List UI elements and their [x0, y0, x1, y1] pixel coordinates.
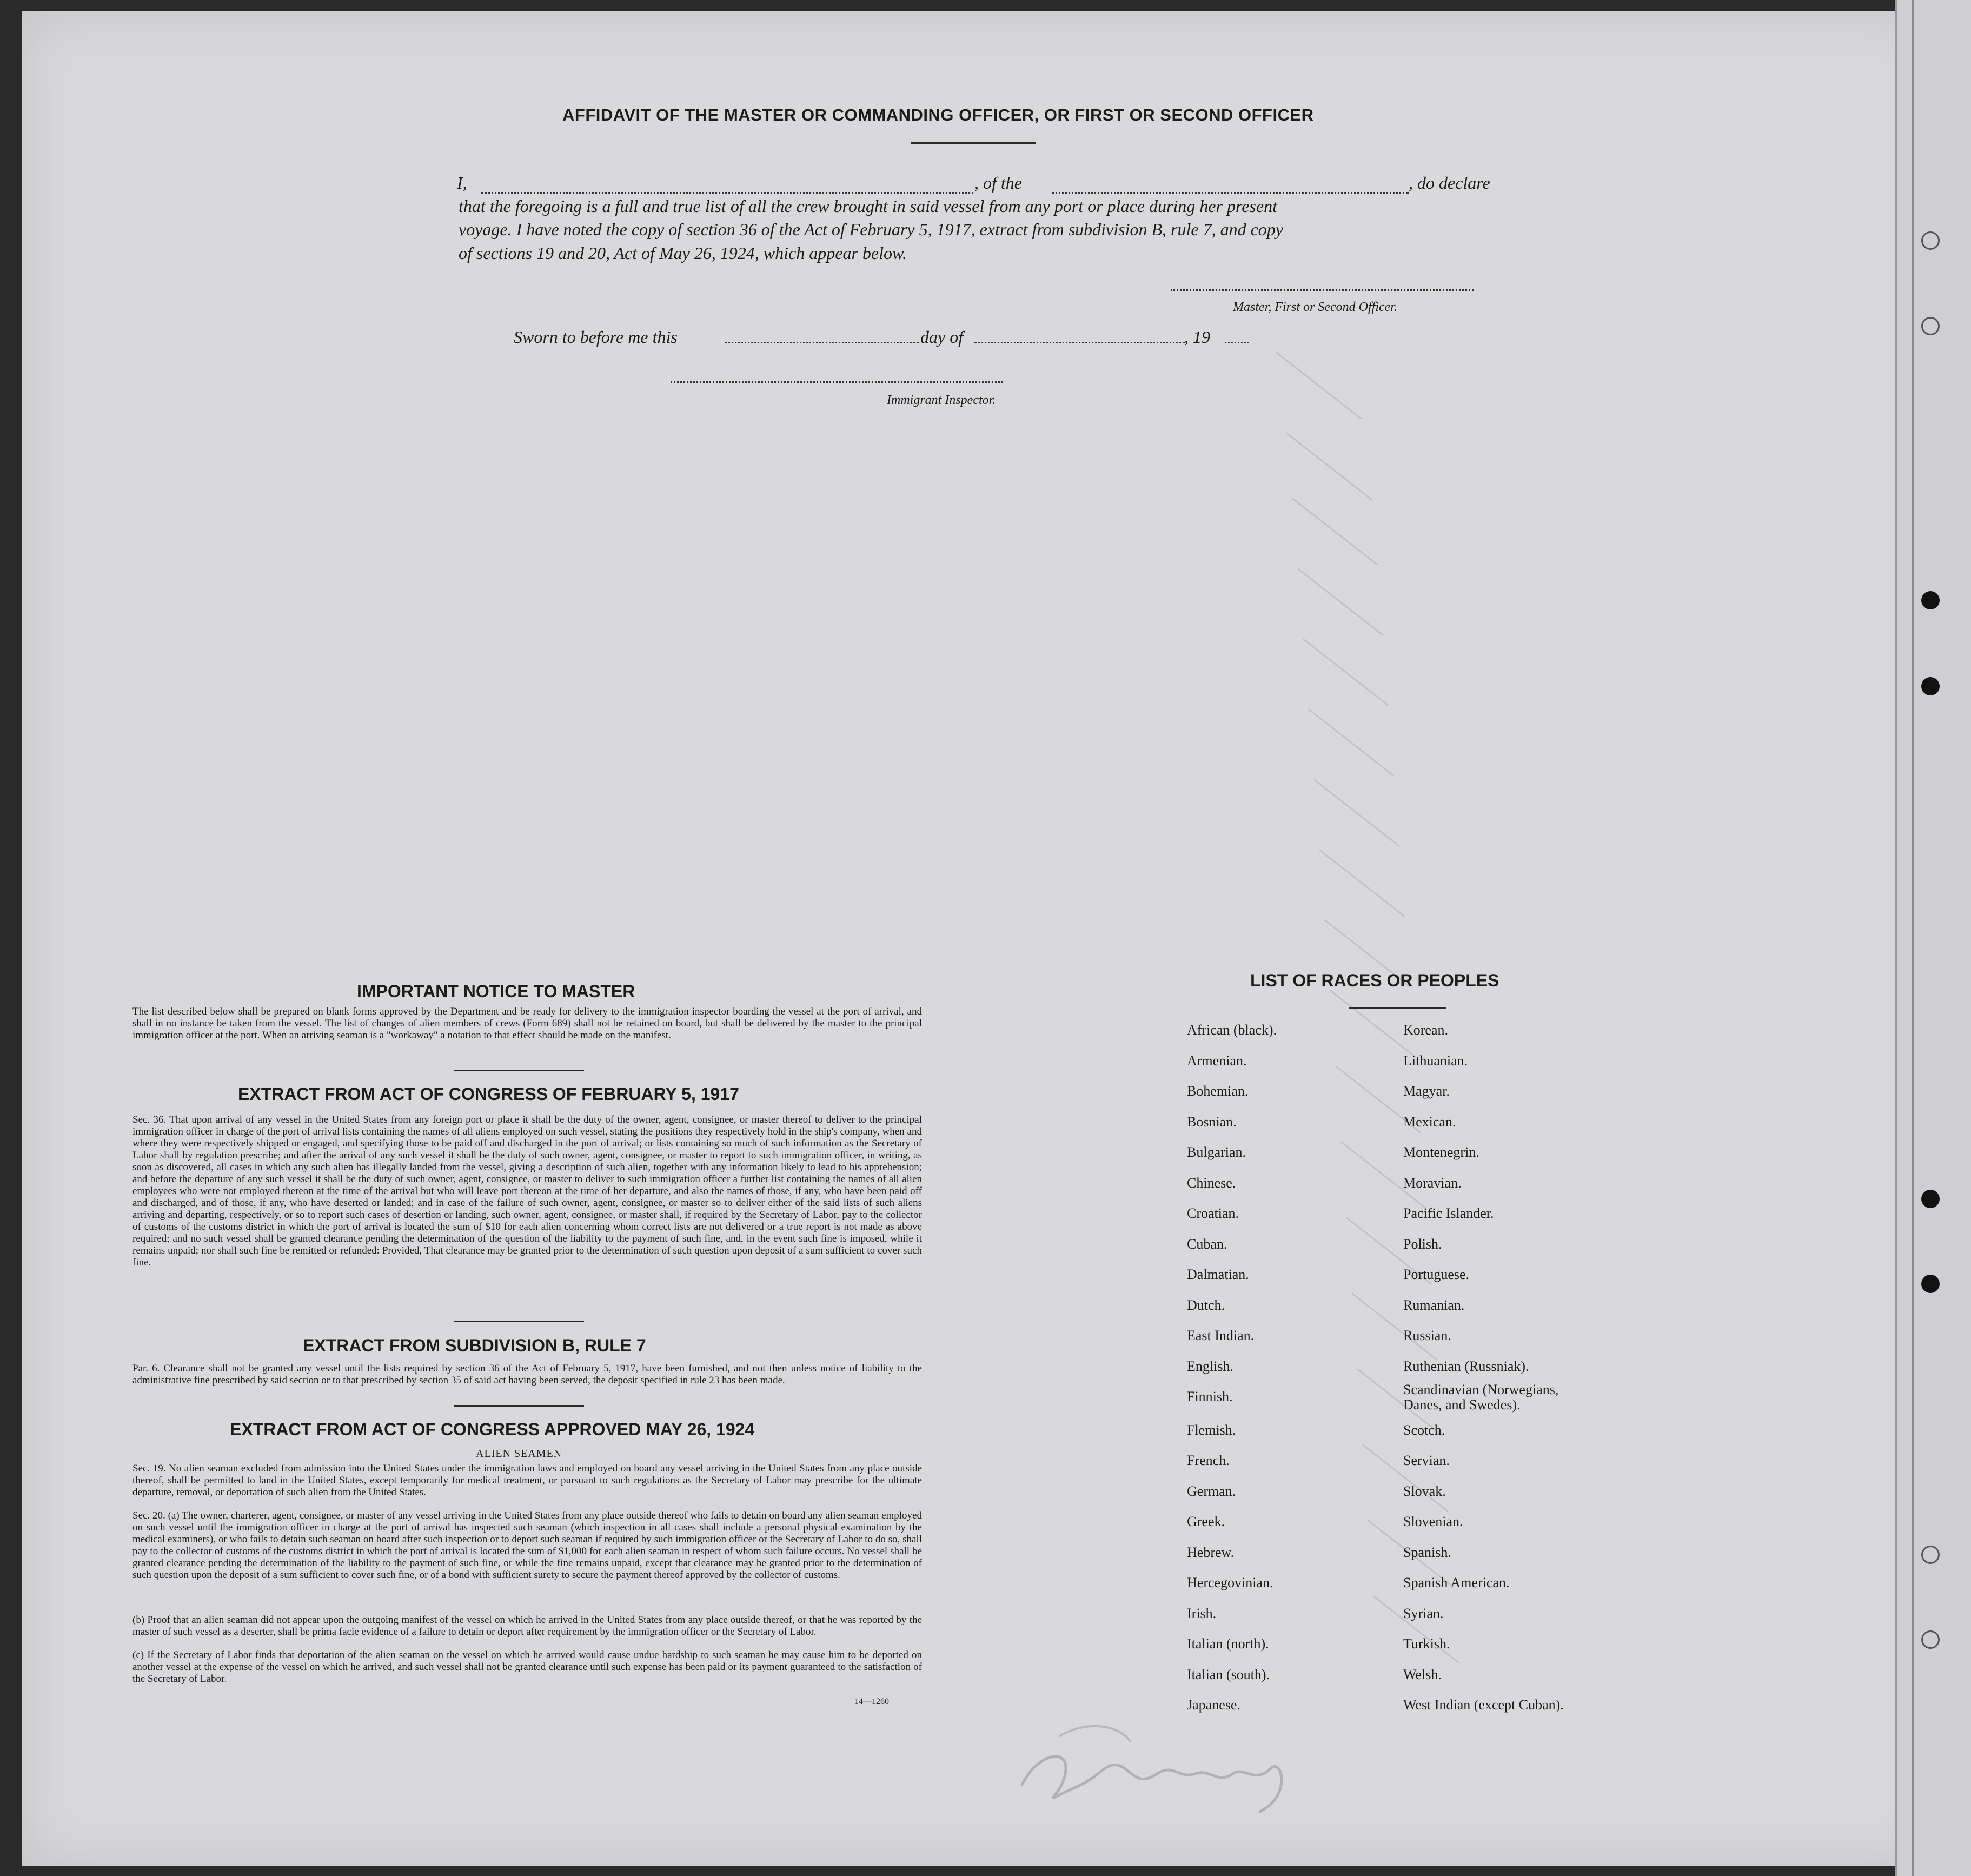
extract-1917-title: EXTRACT FROM ACT OF CONGRESS OF FEBRUARY 5, 1917 [238, 1084, 739, 1104]
race-item: Chinese. [1187, 1175, 1236, 1191]
race-item: Slovenian. [1403, 1514, 1463, 1529]
punch-hole-ring [1921, 317, 1940, 335]
race-item: Italian (south). [1187, 1666, 1270, 1682]
extract-rule7-body: Par. 6. Clearance shall not be granted any vessel until the lists required by section 36 of the Act of February 5, 1917, have been furnished, and not then unless notice of liability to the administrative fine prescribed by said section or to that prescribed by section 35 of said act having been served, the deposit specified in rule 23 has been made. [132, 1363, 922, 1386]
race-item: Dalmatian. [1187, 1267, 1249, 1282]
sworn-day-field[interactable] [725, 342, 919, 343]
officer-signature-field[interactable] [1171, 289, 1474, 291]
race-item: German. [1187, 1483, 1236, 1499]
affidavit-title-rule [911, 142, 1036, 144]
punch-hole [1921, 1190, 1940, 1208]
race-item: Turkish. [1403, 1636, 1450, 1652]
officer-signature-label: Master, First or Second Officer. [1233, 300, 1397, 314]
affidavit-line3: voyage. I have noted the copy of section 36 of the Act of February 5, 1917, extract from subdivision B, rule 7, and copy [459, 220, 1283, 239]
punch-hole-ring [1921, 1630, 1940, 1649]
notice-rule [454, 1070, 584, 1071]
extract-rule7-title: EXTRACT FROM SUBDIVISION B, RULE 7 [303, 1336, 646, 1355]
race-item: Cuban. [1187, 1236, 1227, 1252]
race-item: Irish. [1187, 1605, 1217, 1621]
race-item: Korean. [1403, 1022, 1449, 1038]
sworn-prefix: Sworn to before me this [514, 327, 678, 347]
extract-1924-sec20c: (c) If the Secretary of Labor finds that deportation of the alien seaman on the vessel on which he arrived would cause undue hardship to such seaman he may cause him to be deported on another vessel at the expense of the vessel on which he arrived, and such vessel shall not be granted clearance until such expense has been paid or its payment guaranteed to the satisfaction of the Secretary of Labor. [132, 1649, 922, 1685]
race-item: Portuguese. [1403, 1267, 1470, 1282]
affidavit-line4: of sections 19 and 20, Act of May 26, 1924, which appear below. [459, 243, 907, 263]
race-item: Greek. [1187, 1514, 1225, 1529]
vessel-name-field[interactable] [1052, 192, 1409, 194]
sworn-month-field[interactable] [974, 342, 1185, 343]
race-item: Hebrew. [1187, 1544, 1235, 1560]
races-rule [1349, 1007, 1446, 1009]
affidavit-title: AFFIDAVIT OF THE MASTER OR COMMANDING OFFICER, OR FIRST OR SECOND OFFICER [562, 105, 1314, 124]
affidavit-i: I, [457, 173, 467, 193]
race-item: French. [1187, 1453, 1230, 1468]
extract-1917-rule [454, 1321, 584, 1322]
race-item: English. [1187, 1358, 1233, 1374]
race-item: Bulgarian. [1187, 1144, 1246, 1160]
punch-hole [1921, 677, 1940, 695]
affidavit-line2: that the foregoing is a full and true list of all the crew brought in said vessel from any port or place during her present [459, 196, 1277, 216]
strip-edge-line [1912, 0, 1914, 1876]
race-item: Hercegovinian. [1187, 1575, 1273, 1590]
document-page [22, 11, 1936, 1866]
race-item: Scandinavian (Norwegians, Danes, and Swedes). [1403, 1382, 1559, 1413]
handwritten-signature [1000, 1703, 1325, 1822]
inspector-label: Immigrant Inspector. [887, 393, 996, 407]
form-number: 14—1260 [854, 1697, 889, 1706]
inspector-signature-field[interactable] [671, 381, 1003, 383]
race-item: Servian. [1403, 1453, 1450, 1468]
race-item: Rumanian. [1403, 1297, 1465, 1313]
race-item: African (black). [1187, 1022, 1277, 1038]
affidavit-of-the: , of the [974, 173, 1022, 193]
race-item: Japanese. [1187, 1697, 1240, 1713]
race-item: Slovak. [1403, 1483, 1446, 1499]
race-item: Montenegrin. [1403, 1144, 1479, 1160]
race-item: East Indian. [1187, 1328, 1255, 1343]
declarant-name-field[interactable] [481, 192, 973, 194]
race-item: Mexican. [1403, 1113, 1456, 1130]
race-item: Croatian. [1187, 1205, 1239, 1221]
extract-1924-sec20a: Sec. 20. (a) The owner, charterer, agent, consignee, or master of any vessel arriving in the United States from any place outside thereof who fails to detain on board any alien seaman employed on such vessel until the immigration officer in charge at the port of arrival has inspected such seaman (which inspection in all cases shall include a personal physical examination by the medical examiners), or who fails to detain such seaman on board after such inspection or to deport such seaman if required by such immigration officer or the Secretary of Labor to do so, shall pay to the collector of customs of the customs district in which the port of arrival is located the sum of $1,000 for each alien seaman in respect of whom such failure occurs. No vessel shall be granted clearance pending the determination of the liability to the payment of such fine, or while the fine remains unpaid, except that clearance may be granted prior to the determination of such question upon the deposit of a sum sufficient to cover such fine, or of a bond with sufficient surety to secure the payment thereof approved by the collector of customs. [132, 1510, 922, 1581]
punch-hole-ring [1921, 1546, 1940, 1564]
race-item: West Indian (except Cuban). [1403, 1697, 1564, 1713]
race-item: Magyar. [1403, 1083, 1450, 1099]
races-title: LIST OF RACES OR PEOPLES [1250, 971, 1499, 990]
binding-strip [1895, 0, 1971, 1876]
punch-hole-ring [1921, 231, 1940, 250]
race-item: Russian. [1403, 1328, 1451, 1343]
race-item: Lithuanian. [1403, 1052, 1468, 1069]
notice-body: The list described below shall be prepared on blank forms approved by the Department and be ready for delivery to the immigration inspector boarding the vessel at the port of arrival, and shall in no instance be taken from the vessel. The list of changes of alien members of crews (Form 689) shall not be retained on board, but shall be delivered by the master to the principal immigration officer at the port. When an arriving seaman is a "workaway" a notation to that effect should be made on the manifest. [132, 1006, 922, 1041]
race-item: Spanish American. [1403, 1575, 1510, 1590]
extract-1917-body: Sec. 36. That upon arrival of any vessel in the United States from any foreign port or place it shall be the duty of the owner, agent, consignee, or master thereof to deliver to the principal immigration officer in charge of the port of arrival lists containing the names of all aliens employed on such vessel, stating the positions they respectively hold in the ship's company, when and where they were respectively shipped or engaged, and specifying those to be paid off and discharged in the port of arrival; or lists containing so much of such information as the Secretary of Labor shall by regulation prescribe; and after the arrival of any such vessel it shall be the duty of such owner, agent, consignee, or master to report to such immigration officer, in writing, as soon as discovered, all cases in which any such alien has illegally landed from the vessel, giving a description of such alien, together with any information likely to lead to his apprehension; and before the departure of any such vessel it shall be the duty of such owner, agent, consignee, or master to deliver to such immigration officer a further list containing the names of all alien employees who were not employed thereon at the time of the arrival but who will leave port thereon at the time of her departure, and also the names of those, if any, who have been paid off and discharged, and of those, if any, who have deserted or landed; and in case of the failure of such owner, agent, consignee, or master so to deliver either of the said lists of such aliens arriving and departing, respectively, or so to report such cases of desertion or landing, such owner, agent, consignee, or master shall, if required by the Secretary of Labor, pay to the collector of customs of the customs district in which the port of arrival is located the sum of $10 for each alien concerning whom correct lists are not delivered or a true report is not made as above required; and no such vessel shall be granted clearance pending the determination of the question of the liability to the payment of such fine, and, in the event such fine is imposed, while it remains unpaid; nor shall such fine be remitted or refunded: Provided, That clearance may be granted prior to the determination of such question upon deposit of a sum sufficient to cover such fine. [132, 1114, 922, 1268]
race-item: Bosnian. [1187, 1113, 1237, 1130]
punch-hole [1921, 591, 1940, 609]
sworn-year-field[interactable] [1225, 342, 1249, 343]
race-item: Polish. [1403, 1236, 1442, 1252]
sworn-year: , 19 [1184, 327, 1210, 347]
race-item: Bohemian. [1187, 1083, 1249, 1099]
extract-1924-title: EXTRACT FROM ACT OF CONGRESS APPROVED MAY 26, 1924 [230, 1420, 755, 1439]
extract-1924-subtitle: ALIEN SEAMEN [476, 1448, 562, 1460]
notice-title: IMPORTANT NOTICE TO MASTER [357, 982, 635, 1001]
race-item: Scotch. [1403, 1422, 1445, 1438]
race-item: Armenian. [1187, 1052, 1247, 1069]
race-item: Pacific Islander. [1403, 1205, 1494, 1221]
extract-1924-sec19: Sec. 19. No alien seaman excluded from admission into the United States under the immigration laws and employed on board any vessel arriving in the United States from any place outside thereof, shall be permitted to land in the United States, except temporarily for medical treatment, or pursuant to such regulations as the Secretary of Labor may prescribe for the ultimate departure, removal, or deportation of such alien from the United States. [132, 1463, 922, 1498]
race-item: Italian (north). [1187, 1636, 1269, 1652]
extract-1924-sec20b: (b) Proof that an alien seaman did not appear upon the outgoing manifest of the vessel on which he arrived in the United States from any place outside thereof, or that he was reported by the master of such vessel as a deserter, shall be prima facie evidence of a failure to detain or deport after requirement by the immigration officer or the Secretary of Labor. [132, 1614, 922, 1638]
race-item: Ruthenian (Russniak). [1403, 1358, 1529, 1374]
affidavit-do-declare: , do declare [1409, 173, 1490, 193]
race-item: Flemish. [1187, 1422, 1236, 1438]
race-item: Moravian. [1403, 1175, 1462, 1191]
race-item: Spanish. [1403, 1544, 1451, 1560]
race-item: Welsh. [1403, 1666, 1442, 1682]
sworn-day-of: day of [920, 327, 964, 347]
punch-hole [1921, 1275, 1940, 1293]
extract-rule7-rule [454, 1405, 584, 1407]
race-item: Syrian. [1403, 1605, 1444, 1621]
race-item: Finnish. [1187, 1389, 1233, 1404]
race-item: Dutch. [1187, 1297, 1225, 1313]
